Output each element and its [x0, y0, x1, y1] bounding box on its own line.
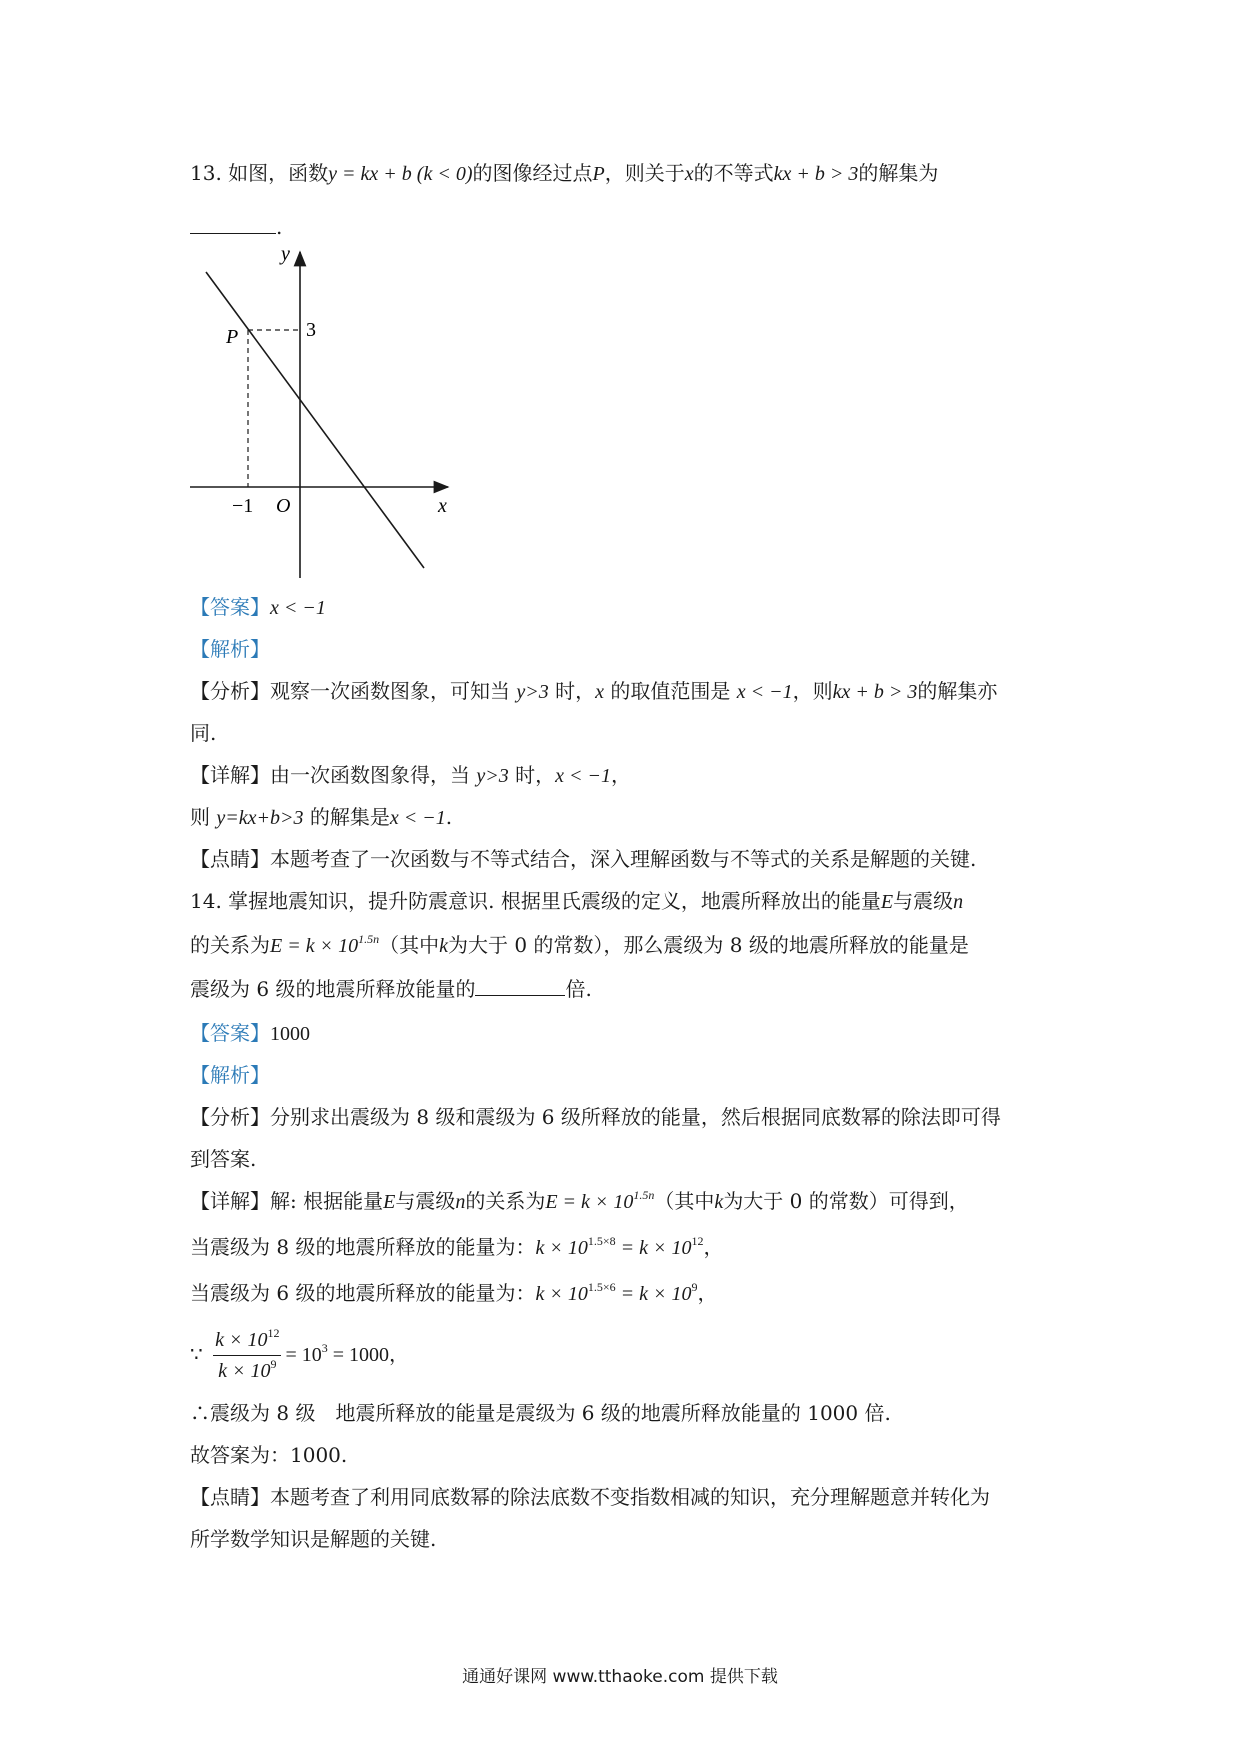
q14-stem-cont: 的关系为$E = k \times 10^{1.5n}$（其中k为大于 0 的常数），那么震级为 8 级的地震所释放的能量是 [190, 932, 969, 957]
q14-fenxi-cont: 到答案. [190, 1147, 257, 1171]
q14-fraction-line: ∵ $\frac{k \times 10^{12}}{k \times 10^9}$ = $10^3 = 1000$， [190, 1326, 410, 1382]
q14-dianjing: 【点睛】本题考查了利用同底数幂的除法底数不变指数相减的知识，充分理解题意并转化为 [190, 1485, 990, 1509]
q14-fenxi: 【分析】分别求出震级为 8 级和震级为 6 级所释放的能量，然后根据同底数幂的除法即可得 [190, 1105, 1001, 1129]
q14-answer-line: 故答案为：1000. [190, 1443, 348, 1467]
fraction: $\frac{k \times 10^{12}}{k \times 10^9}$ [215, 1326, 280, 1382]
x-tick-label: −1 [232, 495, 254, 517]
q13-xiangjie: 【详解】由一次函数图象得，当 y>3 时，x < −1， [190, 763, 631, 787]
answer-blank [190, 213, 276, 234]
q13-dianjing: 【点睛】本题考查了一次函数与不等式结合，深入理解函数与不等式的关系是解题的关键. [190, 847, 977, 871]
because-symbol: ∵ [190, 1342, 203, 1366]
q13-answer: 【答案】x < −1 [190, 595, 326, 619]
inequality: kx + b > 3 [773, 163, 859, 185]
q14-xiangjie-8: 当震级为 8 级的地震所释放的能量为：$k \times 10^{1.5\times 8} = k \times 10^{12}$， [190, 1234, 724, 1259]
q13-fenxi: 【分析】观察一次函数图象，可知当 y>3 时，x 的取值范围是 x < −1，则kx + b > 3的解集亦 [190, 679, 998, 703]
origin-label: O [276, 495, 291, 517]
function-formula: y = kx + b (k < 0) [328, 163, 473, 185]
q14-xiangjie: 【详解】解: 根据能量E与震级n的关系为$E = k \times 10^{1.5n}$（其中k为大于 0 的常数）可得到， [190, 1188, 969, 1213]
x-axis-label: x [438, 495, 447, 517]
q13-blank-line: . [190, 212, 1070, 242]
function-line [206, 272, 424, 568]
q13-xiangjie-cont: 则 y=kx+b>3 的解集是x < −1. [190, 805, 453, 829]
q14-dianjing-cont: 所学数学知识是解题的关键. [190, 1527, 437, 1551]
section-tag: 【点睛】 [190, 1485, 270, 1509]
y-axis-label: y [281, 243, 290, 265]
answer-tag: 【答案】 [190, 595, 270, 619]
q14-analysis-tag: 【解析】 [190, 1063, 270, 1087]
section-tag: 【详解】 [190, 763, 270, 787]
q14-therefore: ∴震级为 8 级 地震所释放的能量是震级为 6 级的地震所释放能量的 1000 倍. [190, 1401, 891, 1425]
q14-stem-end: 震级为 6 级的地震所释放能量的 倍. [190, 977, 592, 1001]
y-tick-label: 3 [306, 319, 316, 341]
q13-analysis-tag: 【解析】 [190, 637, 270, 661]
section-tag: 【详解】 [190, 1189, 270, 1213]
page-footer: 通通好课网 www.tthaoke.com 提供下载 [462, 1667, 778, 1687]
function-graph [180, 240, 460, 580]
section-tag: 【分析】 [190, 1105, 270, 1129]
answer-blank [475, 975, 565, 996]
q13-stem: 13. 如图，函数y = kx + b (k < 0)的图像经过点P，则关于x的不等式kx + b > 3的解集为 [190, 161, 939, 185]
point-p-label: P [226, 326, 239, 348]
question-number: 14. [190, 889, 222, 913]
q13-fenxi-cont: 同. [190, 721, 217, 745]
q14-answer: 【答案】1000 [190, 1021, 310, 1045]
question-number: 13. [190, 161, 222, 185]
section-tag: 【分析】 [190, 679, 270, 703]
section-tag: 【点睛】 [190, 847, 270, 871]
q14-xiangjie-6: 当震级为 6 级的地震所释放的能量为：$k \times 10^{1.5\times 6} = k \times 10^9$， [190, 1280, 718, 1305]
q14-stem: 14. 掌握地震知识，提升防震意识. 根据里氏震级的定义，地震所释放出的能量E与震级n [190, 889, 964, 913]
answer-tag: 【答案】 [190, 1021, 270, 1045]
